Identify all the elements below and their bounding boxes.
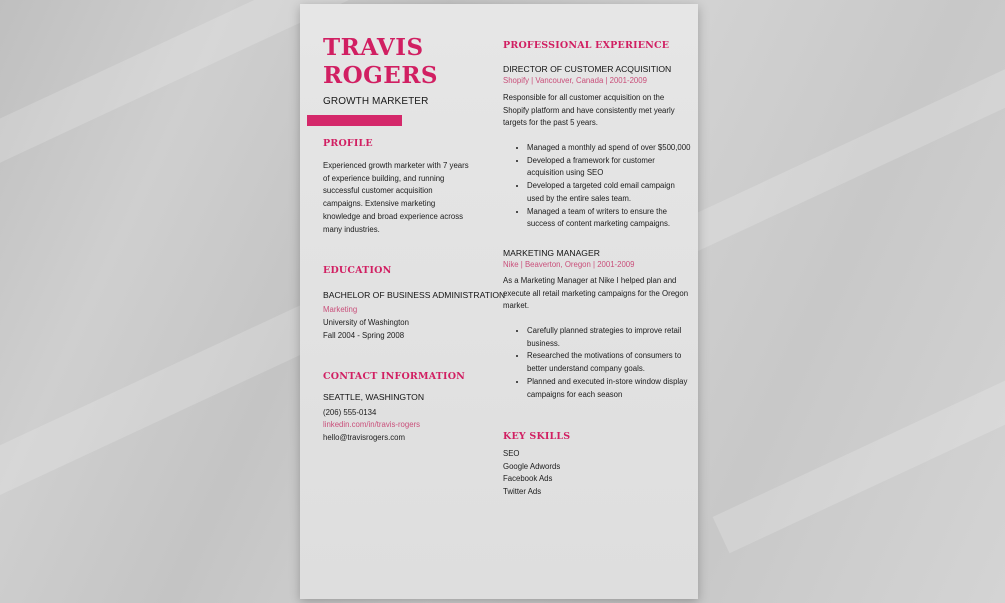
skills-heading: KEY SKILLS: [503, 431, 571, 442]
job-2-description: As a Marketing Manager at Nike I helped plan and execute all retail marketing campaigns for the Oregon market.: [503, 276, 689, 311]
name-heading: [323, 34, 438, 90]
background-light-band: [713, 327, 1005, 553]
list-item: • Researched the motivations of consumers to better understand company goals.: [527, 350, 691, 375]
list-item: • Planned and executed in-store window display campaigns for each season: [527, 376, 691, 401]
job-2-meta: Nike | Beaverton, Oregon | 2001-2009: [503, 260, 635, 269]
skill-item: Facebook Ads: [503, 474, 553, 484]
profile-heading: PROFILE: [323, 138, 373, 149]
skill-item: Twitter Ads: [503, 487, 542, 497]
name-first: TRAVIS: [323, 34, 424, 61]
list-item: • Managed a monthly ad spend of over $500,000: [527, 142, 691, 155]
list-item: • Developed a framework for customer acquisition using SEO: [527, 155, 691, 180]
job-1-description: Responsible for all customer acquisition on the Shopify platform and have consistently met yearly targets for the past 5 years.: [503, 93, 675, 128]
contact-heading: CONTACT INFORMATION: [323, 371, 466, 382]
contact-linkedin-link[interactable]: linkedin.com/in/travis-rogers: [323, 420, 421, 429]
education-dates: Fall 2004 - Spring 2008: [323, 331, 405, 340]
list-item: • Managed a team of writers to ensure the success of content marketing campaigns.: [527, 206, 691, 231]
profile-text: Experienced growth marketer with 7 years of experience building, and running successful customer acquisition campaigns. Extensive marketing knowledge and broad experience across many industries.: [323, 161, 469, 234]
education-school: University of Washington: [323, 318, 409, 327]
skill-item: Google Adwords: [503, 461, 561, 471]
job-2-title: MARKETING MANAGER: [503, 248, 600, 258]
job-2-bullets: [503, 325, 691, 401]
contact-email[interactable]: hello@travisrogers.com: [323, 433, 406, 442]
education-heading: EDUCATION: [323, 265, 392, 276]
job-title: GROWTH MARKETER: [323, 96, 429, 107]
contact-location: SEATTLE, WASHINGTON: [323, 392, 425, 402]
resume-page: [300, 4, 698, 599]
job-1-meta: Shopify | Vancouver, Canada | 2001-2009: [503, 76, 647, 85]
list-item: • Carefully planned strategies to improve retail business.: [527, 325, 691, 350]
list-item: • Developed a targeted cold email campaign used by the entire sales team.: [527, 180, 691, 205]
job-1-title: DIRECTOR OF CUSTOMER ACQUISITION: [503, 64, 672, 74]
education-degree: BACHELOR OF BUSINESS ADMINISTRATION: [323, 290, 506, 300]
name-last: ROGERS: [323, 62, 439, 89]
contact-phone: (206) 555-0134: [323, 408, 377, 417]
background-light-band: [666, 16, 1005, 259]
experience-heading: PROFESSIONAL EXPERIENCE: [503, 40, 670, 51]
education-major: Marketing: [323, 305, 358, 314]
accent-bar: [307, 115, 402, 126]
job-1-bullets: [503, 142, 691, 231]
skill-item: SEO: [503, 449, 520, 458]
skills-list: [503, 448, 560, 499]
